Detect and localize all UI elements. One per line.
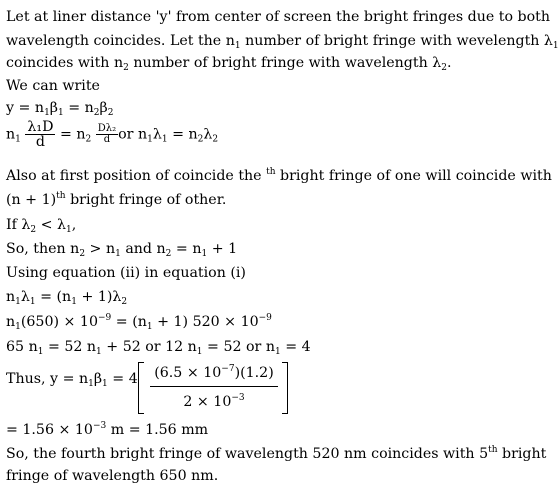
- subscript: 1: [147, 134, 153, 145]
- text: = (n: [35, 289, 72, 305]
- equation-fractions: [6, 120, 218, 149]
- subscript: 2: [165, 249, 172, 259]
- subscript: 2: [107, 108, 114, 118]
- subscript: 1: [15, 297, 21, 307]
- text: > n: [85, 241, 116, 257]
- superscript: −9: [98, 313, 112, 323]
- denominator: d: [35, 134, 45, 151]
- subscript: 1: [29, 297, 36, 307]
- text: (6.5 × 10: [154, 365, 222, 381]
- subscript: 1: [161, 134, 168, 145]
- subscript: 1: [96, 347, 102, 357]
- text: 65 n: [6, 339, 38, 355]
- denominator: d: [103, 134, 111, 146]
- equation-650: [6, 314, 272, 332]
- subscript: 2: [121, 297, 128, 307]
- text: Also at first position of coincide the: [6, 168, 267, 184]
- text: + 1: [207, 241, 238, 257]
- subscript: 2: [212, 134, 219, 145]
- fraction-lambda1-d: [25, 120, 55, 149]
- text: bright fringe of other.: [65, 192, 227, 208]
- equation-65n1: [6, 340, 311, 357]
- text: number of bright fringe with wevelength λ: [240, 33, 553, 49]
- text: = 52 or n: [202, 339, 275, 355]
- subscript: 2: [93, 108, 100, 118]
- fraction-d-lambda2: [96, 124, 118, 145]
- text: So, then n: [6, 241, 80, 257]
- superscript: th: [488, 445, 498, 455]
- subscript: 1: [274, 347, 281, 357]
- subscript: 1: [196, 347, 203, 357]
- superscript: th: [266, 167, 276, 177]
- superscript: −3: [231, 393, 245, 403]
- left-bracket: [138, 362, 144, 414]
- text: n: [6, 126, 16, 143]
- line-so-then: [6, 242, 237, 259]
- text: + 1)λ: [76, 289, 122, 305]
- text: + 52 or 12 n: [101, 339, 197, 355]
- text: and n: [120, 241, 166, 257]
- subscript: 1: [201, 249, 208, 259]
- line-n-plus-1: [6, 192, 226, 207]
- right-bracket: [282, 362, 288, 414]
- text: fringe of wavelength 650 nm.: [6, 468, 219, 484]
- line-wavelength-1: [6, 34, 559, 51]
- subscript: 1: [146, 322, 153, 332]
- text: If λ: [6, 217, 31, 233]
- subscript: 1: [102, 379, 108, 389]
- text: ,: [71, 217, 77, 233]
- text: Using equation (ii) in equation (i): [6, 265, 246, 281]
- equation-thus-y: [6, 372, 138, 389]
- subscript: 1: [58, 108, 64, 118]
- line-first-coincide: [6, 168, 552, 183]
- fraction-bar: [150, 386, 278, 387]
- subscript: 2: [79, 249, 86, 259]
- text: )(1.2): [234, 365, 274, 381]
- intro-text: Let at liner distance 'y' from center of screen the bright fringes due to both: [6, 9, 551, 25]
- text: = (n: [111, 314, 147, 330]
- subscript: 2: [441, 63, 447, 73]
- fraction-numerator: [150, 365, 278, 380]
- text: n: [6, 289, 16, 305]
- text: 2 × 10: [183, 394, 232, 410]
- numerator: Dλ₂: [97, 123, 117, 135]
- superscript: th: [56, 191, 66, 201]
- subscript: 1: [552, 41, 559, 51]
- numerator: λ₁D: [27, 119, 54, 135]
- text: λ: [203, 126, 213, 143]
- text: or n: [118, 126, 148, 143]
- text: n: [6, 314, 16, 330]
- text: number of bright fringe with wavelength λ: [128, 55, 442, 71]
- subscript: 1: [37, 347, 44, 357]
- text: = 1.56 × 10: [6, 422, 93, 438]
- text: < λ: [36, 217, 66, 233]
- fraction-denominator: [150, 394, 278, 409]
- text: + 1) 520 × 10: [152, 314, 259, 330]
- equation-result: [6, 422, 208, 437]
- text: = n: [167, 126, 198, 143]
- text: coincides with n: [6, 55, 124, 71]
- text: We can write: [6, 78, 100, 94]
- text: β: [93, 371, 103, 387]
- text: = 4: [280, 339, 311, 355]
- superscript: −3: [92, 421, 107, 431]
- subscript: 2: [123, 63, 129, 73]
- subscript: 2: [85, 134, 92, 145]
- subscript: 1: [71, 297, 77, 307]
- text: = 52 n: [43, 339, 97, 355]
- equation-y: [6, 101, 113, 118]
- subscript: 1: [44, 108, 50, 118]
- subscript: 1: [115, 249, 121, 259]
- line-wavelength-2: [6, 56, 451, 73]
- subscript: 1: [66, 225, 72, 235]
- text: β: [49, 100, 58, 116]
- line-if-lambda: [6, 218, 76, 235]
- superscript: −7: [221, 364, 235, 374]
- subscript: 2: [197, 134, 204, 145]
- text: λ: [20, 289, 30, 305]
- text: (650) × 10: [20, 314, 98, 330]
- text: λ: [152, 126, 162, 143]
- line-conclusion-2: [6, 469, 218, 483]
- text: = n: [171, 241, 202, 257]
- text: bright: [497, 446, 547, 462]
- text: (n + 1): [6, 192, 57, 208]
- text: β: [99, 100, 108, 116]
- text: = 4: [107, 371, 138, 387]
- text: m = 1.56 mm: [106, 422, 209, 438]
- subscript: 1: [234, 41, 241, 51]
- line-intro: [6, 10, 550, 24]
- subscript: 2: [30, 225, 37, 235]
- text: Thus, y = n: [6, 371, 89, 387]
- text: wavelength coincides. Let the n: [6, 33, 235, 49]
- subscript: 1: [88, 379, 94, 389]
- line-using-equation: [6, 266, 246, 280]
- subscript: 1: [15, 322, 21, 332]
- line-conclusion-1: [6, 446, 546, 461]
- text: y = n: [6, 100, 45, 116]
- text: = n: [55, 126, 86, 143]
- text: = n: [63, 100, 94, 116]
- superscript: −9: [258, 313, 272, 323]
- equation-n1-lambda1: [6, 290, 127, 307]
- line-we-can-write: [6, 79, 100, 93]
- subscript: 1: [15, 134, 21, 145]
- text: bright fringe of one will coincide with: [275, 168, 552, 184]
- text: So, the fourth bright fringe of wavelength 520 nm coincides with 5: [6, 446, 489, 462]
- text: .: [446, 55, 452, 71]
